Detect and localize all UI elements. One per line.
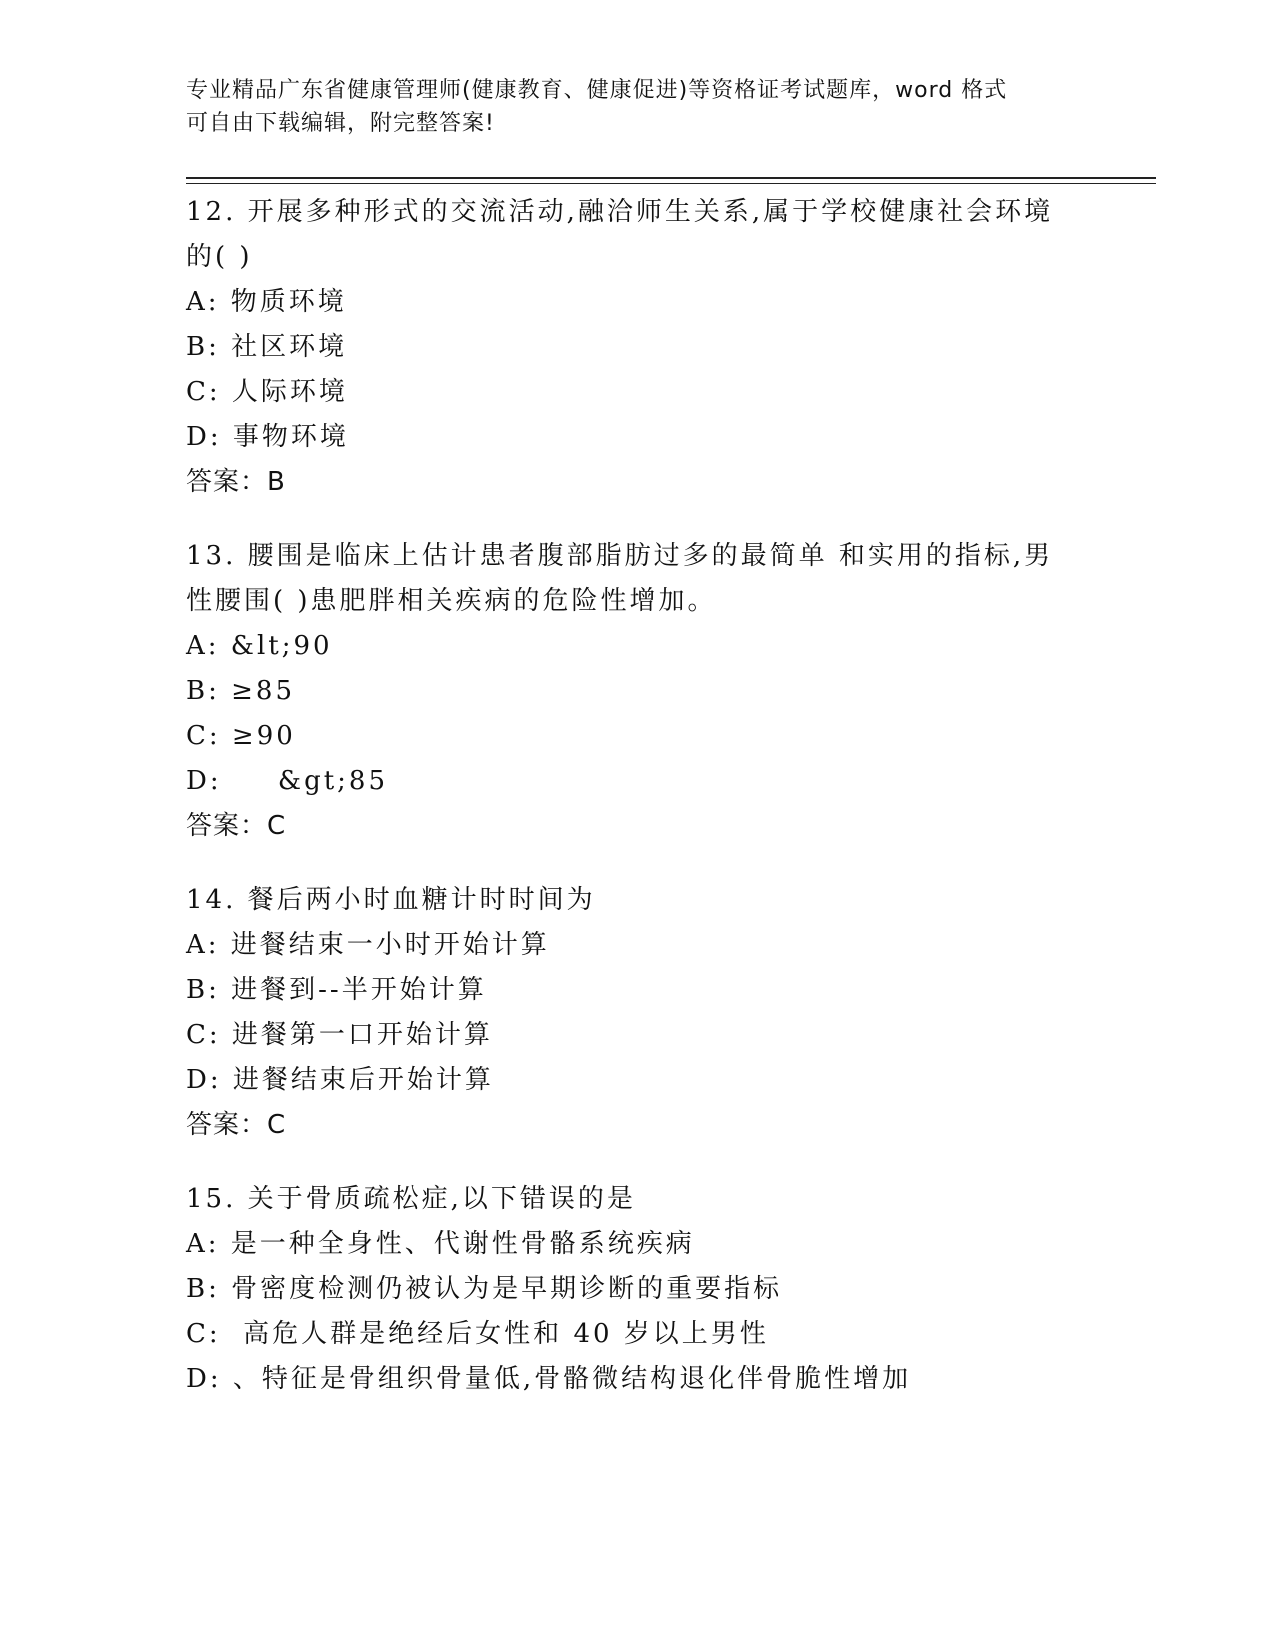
- question-stem: 15. 关于骨质疏松症,以下错误的是: [186, 1184, 636, 1214]
- question-stem: 13. 腰围是临床上估计患者腹部脂肪过多的最简单 和实用的指标,男: [186, 541, 1054, 571]
- question-15: [186, 1177, 1086, 1402]
- header-divider-thin: [186, 183, 1156, 184]
- document-header: [186, 74, 1066, 140]
- answer-line: 答案：B: [186, 467, 286, 497]
- option-c: C: 人际环境: [186, 377, 348, 407]
- question-list: [186, 190, 1086, 1431]
- option-a: A: 进餐结束一小时开始计算: [186, 930, 550, 960]
- question-14: [186, 878, 1086, 1148]
- answer-line: 答案：C: [186, 811, 287, 841]
- question-stem: 14. 餐后两小时血糖计时时间为: [186, 885, 596, 915]
- option-d: D: 事物环境: [186, 422, 349, 452]
- header-line-2: 可自由下载编辑，附完整答案!: [186, 111, 495, 136]
- option-d: D: 、特征是骨组织骨量低,骨骼微结构退化伴骨脆性增加: [186, 1364, 912, 1394]
- option-a: A: &lt;90: [186, 631, 333, 661]
- header-divider-thick: [186, 177, 1156, 179]
- header-line-1: 专业精品广东省健康管理师(健康教育、健康促进)等资格证考试题库，word 格式: [186, 78, 1008, 103]
- option-d: D: 进餐结束后开始计算: [186, 1065, 494, 1095]
- option-b: B: 骨密度检测仍被认为是早期诊断的重要指标: [186, 1274, 783, 1304]
- option-d: D: &gt;85: [186, 766, 389, 796]
- option-b: B: ≥85: [186, 676, 295, 706]
- question-stem: 12. 开展多种形式的交流活动,融洽师生关系,属于学校健康社会环境: [186, 197, 1054, 227]
- question-stem-continued: 性腰围( )患肥胖相关疾病的危险性增加。: [186, 586, 717, 616]
- question-12: [186, 190, 1086, 505]
- option-a: A: 是一种全身性、代谢性骨骼系统疾病: [186, 1229, 695, 1259]
- option-b: B: 进餐到--半开始计算: [186, 975, 487, 1005]
- question-13: [186, 534, 1086, 849]
- option-c: C: ≥90: [186, 721, 296, 751]
- option-a: A: 物质环境: [186, 287, 347, 317]
- answer-line: 答案：C: [186, 1110, 287, 1140]
- option-c: C: 高危人群是绝经后女性和 40 岁以上男性: [186, 1319, 769, 1349]
- option-c: C: 进餐第一口开始计算: [186, 1020, 493, 1050]
- option-b: B: 社区环境: [186, 332, 348, 362]
- question-stem-continued: 的( ): [186, 242, 253, 272]
